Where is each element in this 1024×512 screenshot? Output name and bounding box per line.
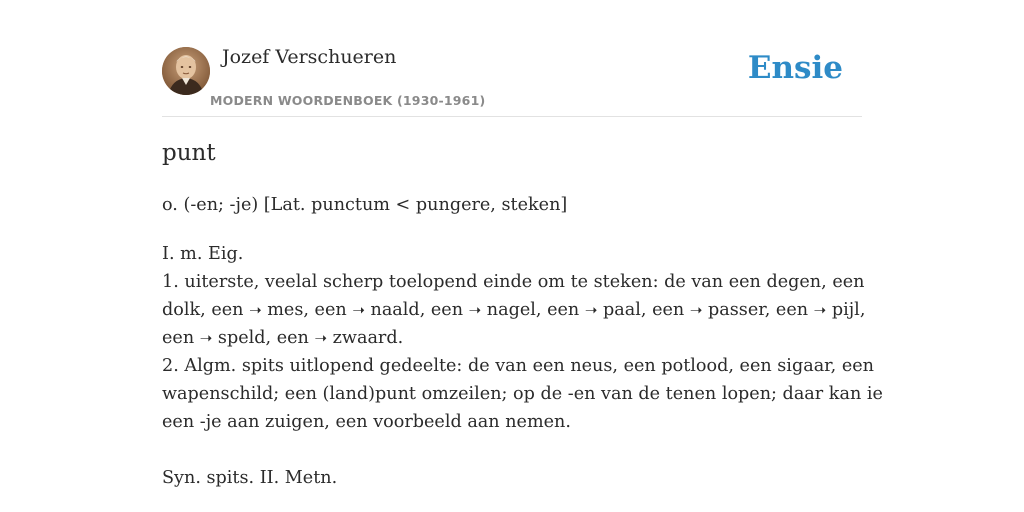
ensie-logo[interactable]: Ensie <box>747 50 843 86</box>
arrow-right-icon: ➝ <box>468 301 482 319</box>
arrow-right-icon: ➝ <box>584 301 598 319</box>
xref-link-naald[interactable]: naald <box>370 300 420 320</box>
arrow-right-icon: ➝ <box>199 329 213 347</box>
spacer <box>162 436 864 464</box>
sense-2-line: 2. Algm. spits uitlopend gedeelte: de van een neus, een potlood, een sigaar, een <box>162 356 874 376</box>
arrow-right-icon: ➝ <box>314 329 328 347</box>
sense-2-line: een -je aan zuigen, een voorbeeld aan nemen. <box>162 412 571 432</box>
arrow-right-icon: ➝ <box>352 301 365 319</box>
xref-link-paal[interactable]: paal <box>603 300 641 320</box>
synonym-line: Syn. spits. II. Metn. <box>162 468 338 488</box>
entry-header <box>162 0 862 117</box>
entry-page <box>162 0 883 512</box>
headword: punt <box>162 140 216 166</box>
xref-link-nagel[interactable]: nagel <box>486 300 536 320</box>
entry-definition <box>162 240 883 492</box>
arrow-right-icon: ➝ <box>249 301 262 319</box>
author-name[interactable]: Jozef Verschueren <box>222 46 397 68</box>
sense-2-line: wapenschild; een (land)punt omzeilen; op de -en van de tenen lopen; daar kan ie <box>162 384 883 404</box>
author-avatar[interactable] <box>162 47 210 95</box>
xref-link-passer[interactable]: passer <box>708 300 765 320</box>
source-label[interactable]: MODERN WOORDENBOEK (1930-1961) <box>210 93 486 108</box>
grammar-etymology: o. (-en; -je) [Lat. punctum < pungere, steken] <box>162 195 568 215</box>
xref-link-mes[interactable]: mes <box>267 300 304 320</box>
author-portrait-image <box>162 47 210 95</box>
arrow-right-icon: ➝ <box>813 301 827 319</box>
xref-link-pijl[interactable]: pijl <box>831 300 860 320</box>
arrow-right-icon: ➝ <box>689 301 703 319</box>
sense-1-lead: 1. uiterste, veelal scherp toelopend einde om te steken: de van een degen, een <box>162 272 865 292</box>
xref-link-zwaard[interactable]: zwaard <box>332 328 398 348</box>
section-heading: I. m. Eig. <box>162 244 244 264</box>
sense-1-xrefs-line-2: een ➝ speld, een ➝ zwaard. <box>162 328 404 348</box>
xref-link-speld[interactable]: speld <box>217 328 266 348</box>
sense-1-xrefs-line-1: dolk, een ➝ mes, een ➝ naald, een ➝ nagel, een ➝ paal, een ➝ passer, een ➝ pijl, <box>162 300 866 320</box>
